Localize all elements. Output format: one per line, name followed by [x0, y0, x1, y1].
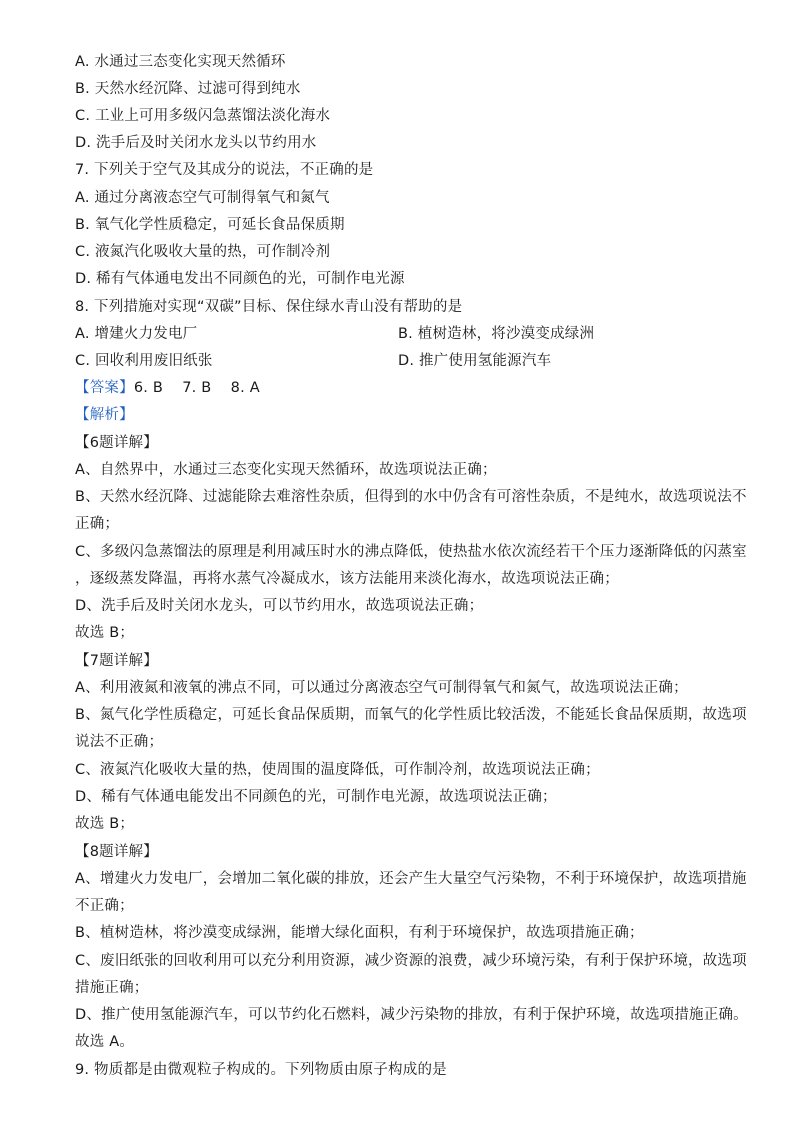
- detail7-line: 故选 B；: [75, 816, 135, 832]
- q8-option-a: A. 增建火力发电厂: [75, 326, 198, 342]
- detail7-line: B、氮气化学性质稳定，可延长食品保质期，而氧气的化学性质比较活泼，不能延长食品保质期，故选项: [75, 707, 747, 723]
- q9-stem: 9. 物质都是由微观粒子构成的。下列物质由原子构成的是: [75, 1062, 447, 1078]
- detail6-line: 故选 B；: [75, 625, 135, 641]
- q6-option-a: A. 水通过三态变化实现天然循环: [75, 54, 286, 70]
- detail8-line: C、废旧纸张的回收利用可以充分利用资源，减少资源的浪费，减少环境污染，有利于保护环境，故选项: [75, 953, 747, 969]
- detail6-line: ，逐级蒸发降温，再将水蒸气冷凝成水，该方法能用来淡化海水，故选项说法正确；: [75, 571, 619, 587]
- q8-option-d: D. 推广使用氢能源汽车: [398, 353, 552, 369]
- detail8-line: A、增建火力发电厂，会增加二氧化碳的排放，还会产生大量空气污染物，不利于环境保护，故选项措施: [75, 871, 747, 887]
- q6-option-c: C. 工业上可用多级闪急蒸馏法淡化海水: [75, 108, 331, 124]
- q8-stem: 8. 下列措施对实现“双碳”目标、保住绿水青山没有帮助的是: [75, 299, 463, 315]
- detail6-line: 正确；: [75, 516, 120, 532]
- detail8-line: D、推广使用氢能源汽车，可以节约化石燃料，减少污染物的排放，有利于保护环境，故选项措施正确。: [75, 1007, 748, 1023]
- detail8-line: 故选 A。: [75, 1034, 135, 1050]
- detail7-line: 说法不正确；: [75, 734, 164, 750]
- detail8-line: 不正确；: [75, 898, 134, 914]
- detail8-heading: 【8题详解】: [75, 844, 158, 860]
- q6-option-d: D. 洗手后及时关闭水龙头以节约用水: [75, 135, 317, 151]
- q8-option-c: C. 回收利用废旧纸张: [75, 353, 213, 369]
- q6-option-b: B. 天然水经沉降、过滤可得到纯水: [75, 81, 301, 97]
- q8-option-b: B. 植树造林，将沙漠变成绿洲: [398, 326, 595, 342]
- answer-line: [75, 378, 260, 398]
- detail6-line: C、多级闪急蒸馏法的原理是利用减压时水的沸点降低，使热盐水依次流经若干个压力逐渐降低的闪蒸室: [75, 544, 747, 560]
- q7-option-a: A. 通过分离液态空气可制得氧气和氮气: [75, 190, 330, 206]
- detail6-line: B、天然水经沉降、过滤能除去难溶性杂质，但得到的水中仍含有可溶性杂质，不是纯水，故选项说法不: [75, 489, 747, 505]
- q7-option-c: C. 液氮汽化吸收大量的热，可作制冷剂: [75, 244, 331, 260]
- detail6-line: A、自然界中，水通过三态变化实现天然循环，故选项说法正确；: [75, 462, 497, 478]
- detail7-line: A、利用液氮和液氧的沸点不同，可以通过分离液态空气可制得氧气和氮气，故选项说法正确；: [75, 680, 688, 696]
- detail7-heading: 【7题详解】: [75, 653, 158, 669]
- detail7-line: C、液氮汽化吸收大量的热，使周围的温度降低，可作制冷剂，故选项说法正确；: [75, 762, 600, 778]
- q7-option-d: D. 稀有气体通电发出不同颜色的光，可制作电光源: [75, 271, 405, 287]
- q7-option-b: B. 氧气化学性质稳定，可延长食品保质期: [75, 217, 345, 233]
- q7-stem: 7. 下列关于空气及其成分的说法，不正确的是: [75, 162, 374, 178]
- answer-label: 【答案】: [75, 380, 134, 396]
- detail6-line: D、洗手后及时关闭水龙头，可以节约用水，故选项说法正确；: [75, 598, 484, 614]
- detail8-line: B、植树造林，将沙漠变成绿洲，能增大绿化面积，有利于环境保护，故选项措施正确；: [75, 925, 644, 941]
- detail6-heading: 【6题详解】: [75, 435, 158, 451]
- answer-text: 6. B 7. B 8. A: [133, 380, 260, 396]
- detail8-line: 措施正确；: [75, 980, 149, 996]
- detail7-line: D、稀有气体通电能发出不同颜色的光，可制作电光源，故选项说法正确；: [75, 789, 557, 805]
- analysis-label: 【解析】: [75, 407, 134, 423]
